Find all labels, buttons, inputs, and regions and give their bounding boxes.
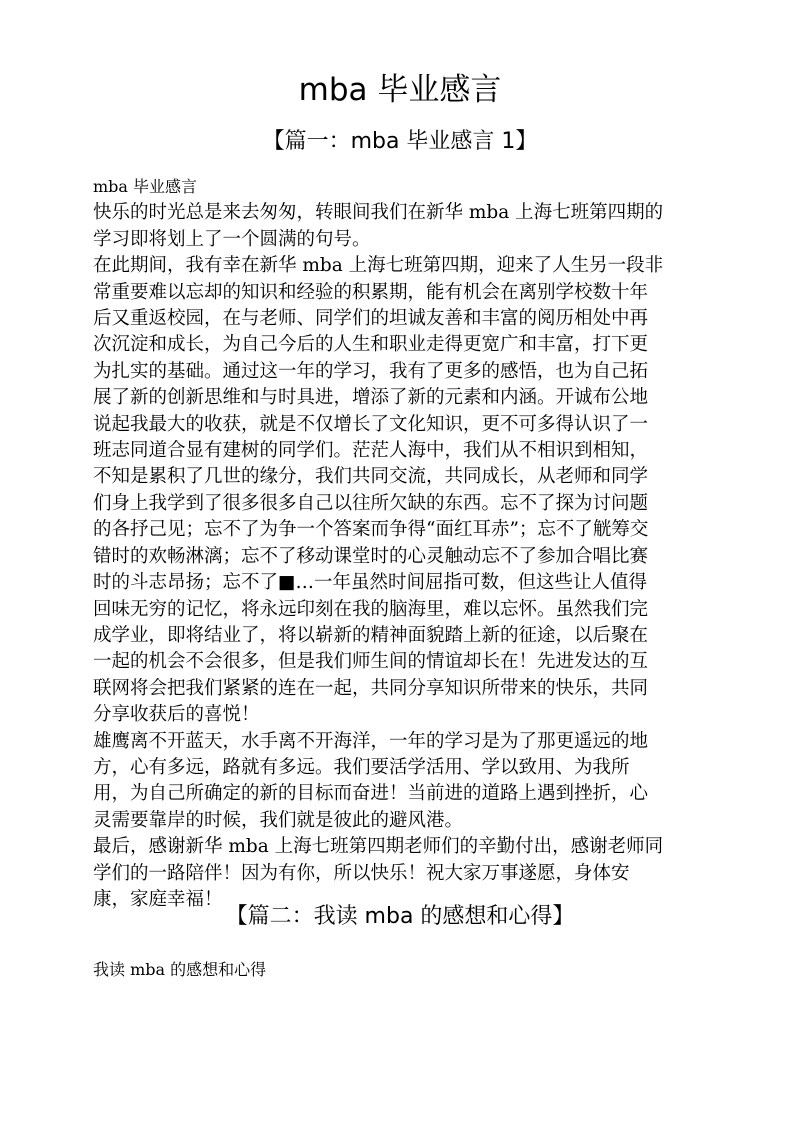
section-heading-1: 【篇一：mba 毕业感言 1】 (262, 129, 538, 154)
paragraph-line: 方，心有多远，路就有多远。我们要活学活用、学以致用、为我所 (93, 756, 630, 778)
paragraph-line: 回味无穷的记忆，将永远印刻在我的脑海里，难以忘怀。虽然我们完 (93, 598, 649, 620)
paragraph-line: 不知是累积了几世的缘分，我们共同交流，共同成长，从老师和同学 (93, 466, 649, 488)
paragraph-line: 后又重返校园，在与老师、同学们的坦诚友善和丰富的阅历相处中再 (93, 308, 649, 330)
paragraph-line: 在此期间，我有幸在新华 mba 上海七班第四期，迎来了人生另一段非 (93, 255, 664, 277)
paragraph-line: 学习即将划上了一个圆满的句号。 (93, 228, 371, 250)
paragraph-line: 一起的机会不会很多，但是我们师生间的情谊却长在！先进发达的互 (93, 651, 649, 673)
document-title: mba 毕业感言 (298, 72, 502, 108)
paragraph-line: 的各抒己见；忘不了为争一个答案而争得“面红耳赤”；忘不了觥筹交 (93, 519, 649, 541)
paragraph-line: 时的斗志昂扬；忘不了■…一年虽然时间屈指可数，但这些让人值得 (93, 572, 647, 594)
paragraph-line: 班志同道合显有建树的同学们。茫茫人海中，我们从不相识到相知， (93, 440, 649, 462)
paragraph-line: 错时的欢畅淋漓；忘不了移动课堂时的心灵触动忘不了参加合唱比赛 (93, 545, 649, 567)
paragraph-line: 康，家庭幸福！ (93, 888, 223, 910)
paragraph-line: 次沉淀和成长，为自己今后的人生和职业走得更宽广和丰富，打下更 (93, 334, 649, 356)
paragraph-line: 快乐的时光总是来去匆匆，转眼间我们在新华 mba 上海七班第四期的 (93, 202, 664, 224)
paragraph-line: 用，为自己所确定的新的目标而奋进！当前进的道路上遇到挫折，心 (93, 783, 649, 805)
section-2-body (93, 957, 693, 983)
paragraph-line: 常重要难以忘却的知识和经验的积累期，能有机会在离别学校数十年 (93, 281, 649, 303)
paragraph-line: 说起我最大的收获，就是不仅增长了文化知识，更不可多得认识了一 (93, 413, 649, 435)
paragraph-line: 学们的一路陪伴！因为有你，所以快乐！祝大家万事遂愿，身体安 (93, 862, 630, 884)
paragraph-line: 分享收获后的喜悦！ (93, 704, 260, 726)
paragraph-line: 最后，感谢新华 mba 上海七班第四期老师们的辛勤付出，感谢老师同 (93, 836, 664, 858)
paragraph-line: 灵需要靠岸的时候，我们就是彼此的避风港。 (93, 809, 464, 831)
section-heading-2: 【篇二：我读 mba 的感想和心得】 (225, 904, 575, 929)
paragraph-line: 们身上我学到了很多很多自己以往所欠缺的东西。忘不了探为讨问题 (93, 492, 649, 514)
paragraph-line: 成学业，即将结业了，将以崭新的精神面貌踏上新的征途，以后聚在 (93, 624, 649, 646)
section-2-subtitle: 我读 mba 的感想和心得 (93, 960, 267, 979)
paragraph-line: 为扎实的基础。通过这一年的学习，我有了更多的感悟，也为自己拓 (93, 360, 649, 382)
paragraph-line: 雄鹰离不开蓝天，水手离不开海洋，一年的学习是为了那更遥远的地 (93, 730, 649, 752)
paragraph-line: 展了新的创新思维和与时具进，增添了新的元素和内涵。开诚布公地 (93, 387, 649, 409)
paragraph-line: 联网将会把我们紧紧的连在一起，共同分享知识所带来的快乐，共同 (93, 677, 649, 699)
section-1-subtitle: mba 毕业感言 (93, 177, 198, 196)
section-1-body (93, 174, 693, 913)
